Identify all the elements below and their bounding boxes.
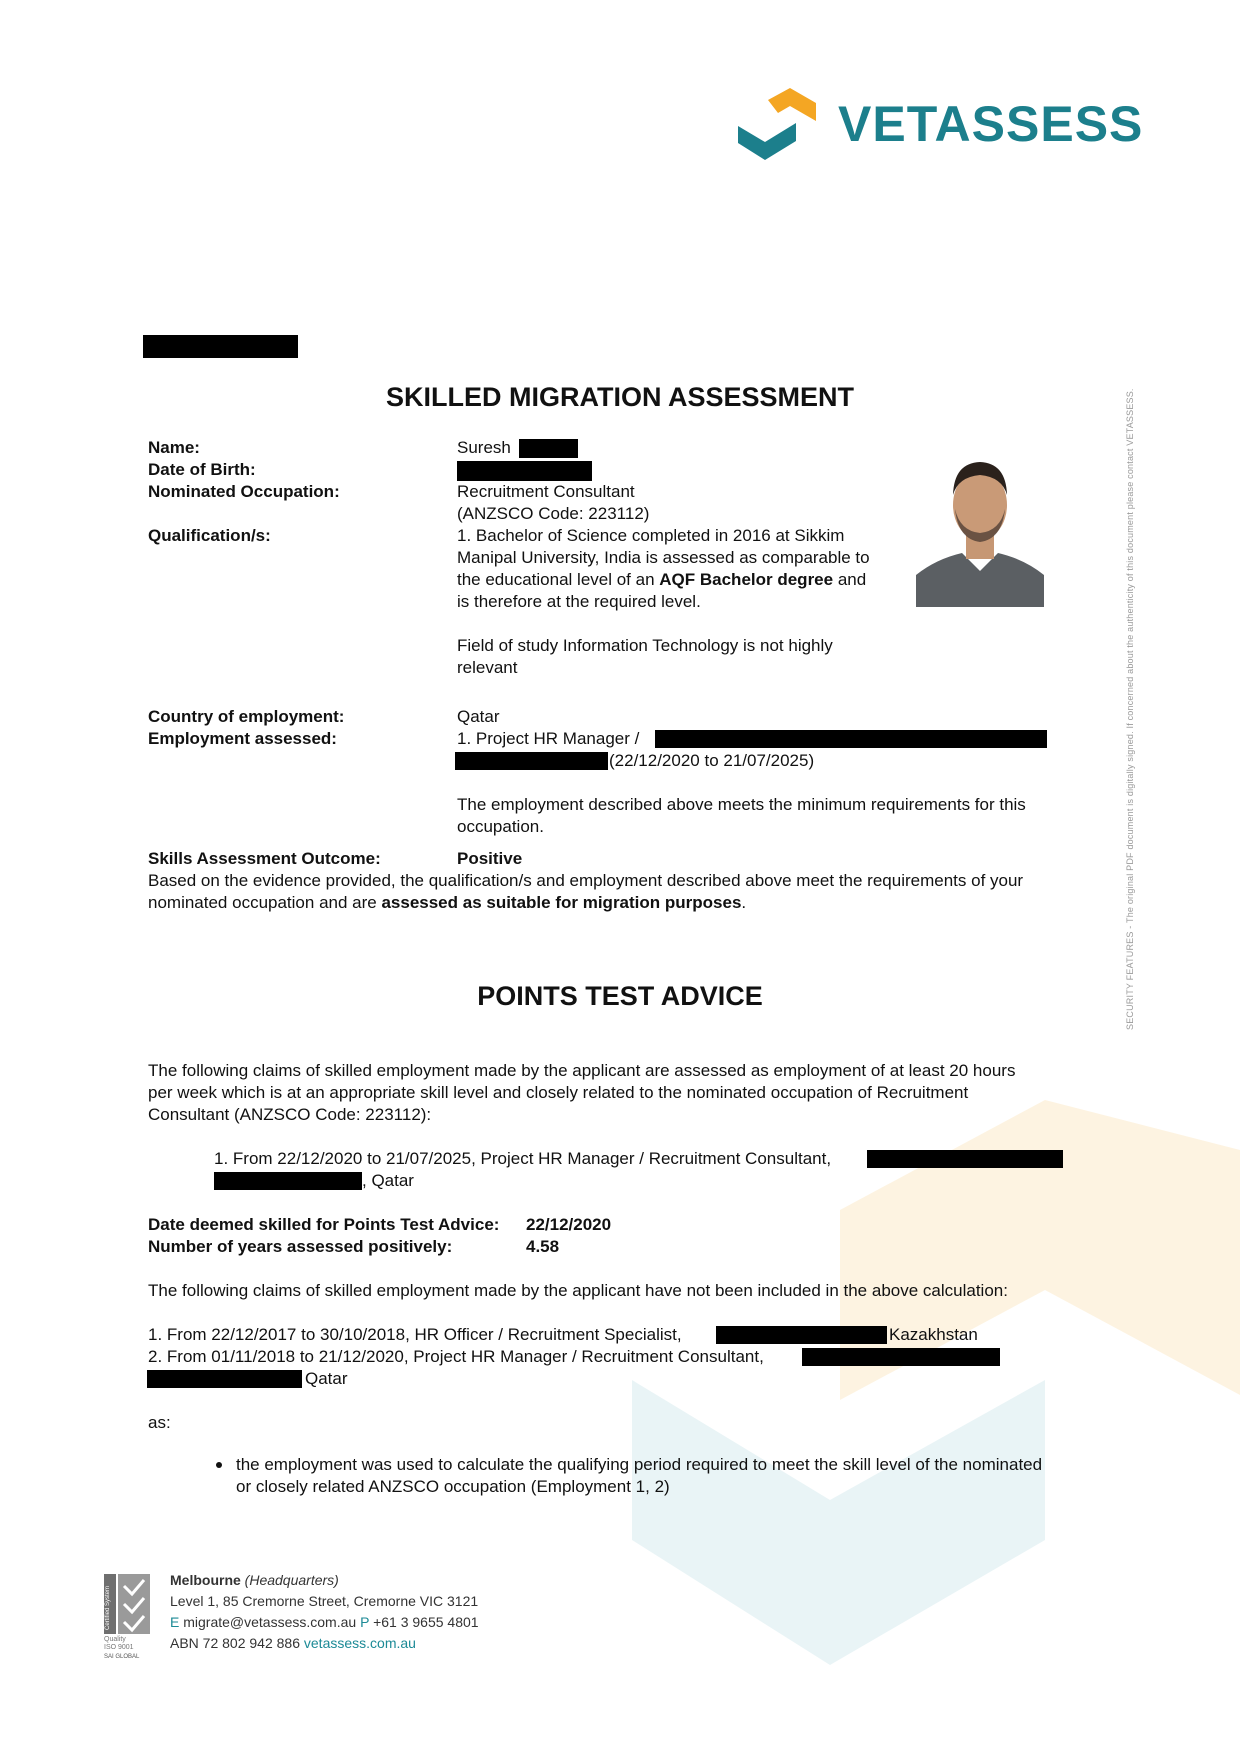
redaction-block bbox=[716, 1326, 887, 1344]
footer-website-link[interactable]: vetassess.com.au bbox=[303, 1635, 416, 1651]
years-value: 4.58 bbox=[526, 1237, 560, 1256]
bullet-dot bbox=[216, 1462, 222, 1468]
redaction-block bbox=[867, 1150, 1063, 1168]
deemed-value: 22/12/2020 bbox=[526, 1215, 612, 1234]
redaction-block bbox=[519, 439, 578, 458]
employment-label: Employment assessed: bbox=[148, 729, 337, 748]
points-intro: The following claims of skilled employment made by the applicant are assessed as employment of at least 20 hours bbox=[148, 1061, 1016, 1080]
redaction-block bbox=[455, 752, 608, 770]
logo-mark-icon bbox=[738, 88, 818, 160]
redaction-block bbox=[655, 730, 1047, 748]
outcome-text: Based on the evidence provided, the qualification/s and employment described above meet the requirements of your bbox=[148, 871, 1024, 890]
field-of-study-line: relevant bbox=[457, 658, 518, 677]
country-value: Qatar bbox=[457, 707, 500, 726]
redaction-block bbox=[143, 335, 298, 358]
country-label: Country of employment: bbox=[148, 707, 345, 726]
cert-org: SAI GLOBAL bbox=[104, 1654, 140, 1660]
name-value: Suresh bbox=[457, 438, 511, 457]
qualification-line: 1. Bachelor of Science completed in 2016 at Sikkim bbox=[457, 526, 845, 545]
cert-quality: Quality bbox=[104, 1636, 126, 1643]
excluded-claim: 2. From 01/11/2018 to 21/12/2020, Project HR Manager / Recruitment Consultant, bbox=[148, 1347, 764, 1366]
excluded-claim: 1. From 22/12/2017 to 30/10/2018, HR Officer / Recruitment Specialist, bbox=[148, 1325, 682, 1344]
excluded-claim-country: Kazakhstan bbox=[889, 1325, 978, 1344]
redaction-block bbox=[147, 1370, 302, 1388]
security-notice: SECURITY FEATURES - The original PDF document is digitally signed. If concerned about the authenticity of this document please contact VETASSESS. bbox=[1125, 388, 1135, 1030]
redaction-block bbox=[457, 461, 592, 481]
footer-abn: ABN 72 802 942 886 bbox=[170, 1635, 300, 1651]
vetassess-logo bbox=[738, 88, 818, 165]
occupation-value: Recruitment Consultant bbox=[457, 482, 635, 501]
dob-label: Date of Birth: bbox=[148, 460, 256, 479]
cert-iso: ISO 9001 bbox=[104, 1644, 134, 1651]
footer-hq: (Headquarters) bbox=[244, 1572, 339, 1588]
years-label: Number of years assessed positively: bbox=[148, 1237, 453, 1256]
footer-office bbox=[170, 1570, 339, 1590]
deemed-label: Date deemed skilled for Points Test Advice: bbox=[148, 1215, 500, 1234]
redaction-block bbox=[214, 1172, 362, 1190]
qualification-line: Manipal University, India is assessed as comparable to bbox=[457, 548, 870, 567]
footer-address: Level 1, 85 Cremorne Street, Cremorne VIC 3121 bbox=[170, 1593, 479, 1609]
employment-dates: (22/12/2020 to 21/07/2025) bbox=[609, 751, 815, 770]
points-title: POINTS TEST ADVICE bbox=[477, 981, 763, 1011]
excluded-intro: The following claims of skilled employment made by the applicant have not been included in the above calculation: bbox=[148, 1281, 1008, 1300]
redaction-block bbox=[802, 1348, 1000, 1366]
footer-contact: E migrate@vetassess.com.au P +61 3 9655 4801 bbox=[170, 1614, 479, 1630]
watermark-teal-shape bbox=[632, 1380, 1045, 1665]
occupation-code: (ANZSCO Code: 223112) bbox=[457, 504, 650, 523]
name-label: Name: bbox=[148, 438, 200, 457]
qualification-label: Qualification/s: bbox=[148, 526, 271, 545]
outcome-label: Skills Assessment Outcome: bbox=[148, 849, 381, 868]
outcome-value: Positive bbox=[457, 849, 523, 868]
claim-line: 1. From 22/12/2020 to 21/07/2025, Project HR Manager / Recruitment Consultant, bbox=[214, 1149, 832, 1168]
claim-line: , Qatar bbox=[362, 1171, 414, 1190]
applicant-photo bbox=[916, 447, 1044, 607]
points-intro: Consultant (ANZSCO Code: 223112): bbox=[148, 1105, 432, 1124]
certification-badge bbox=[104, 1574, 150, 1666]
logo-wordmark: VETASSESS bbox=[838, 96, 1144, 152]
employment-note: The employment described above meets the minimum requirements for this bbox=[457, 795, 1026, 814]
assessment-title: SKILLED MIGRATION ASSESSMENT bbox=[385, 382, 855, 412]
occupation-label: Nominated Occupation: bbox=[148, 482, 340, 501]
qualification-line: is therefore at the required level. bbox=[457, 592, 701, 611]
cert-badge-text: Certified System bbox=[105, 1585, 111, 1630]
employment-note: occupation. bbox=[457, 817, 544, 836]
footer-phone[interactable]: +61 3 9655 4801 bbox=[373, 1614, 479, 1630]
excluded-claim-country: Qatar bbox=[305, 1369, 348, 1388]
bullet-text: the employment was used to calculate the qualifying period required to meet the skill level of the nominated bbox=[236, 1455, 1043, 1474]
bullet-text: or closely related ANZSCO occupation (Employment 1, 2) bbox=[236, 1477, 670, 1496]
qualification-line: the educational level of an AQF Bachelor degree and bbox=[457, 570, 867, 589]
footer-city: Melbourne bbox=[170, 1572, 241, 1588]
field-of-study-line: Field of study Information Technology is not highly bbox=[457, 636, 833, 655]
footer-abn-line bbox=[170, 1633, 416, 1653]
employment-line: 1. Project HR Manager / bbox=[457, 729, 640, 748]
as-label: as: bbox=[148, 1413, 171, 1432]
points-intro: per week which is at an appropriate skill level and closely related to the nominated occupation of Recruitment bbox=[148, 1083, 969, 1102]
footer-email[interactable]: migrate@vetassess.com.au bbox=[183, 1614, 357, 1630]
outcome-text: nominated occupation and are assessed as suitable for migration purposes. bbox=[148, 893, 747, 912]
